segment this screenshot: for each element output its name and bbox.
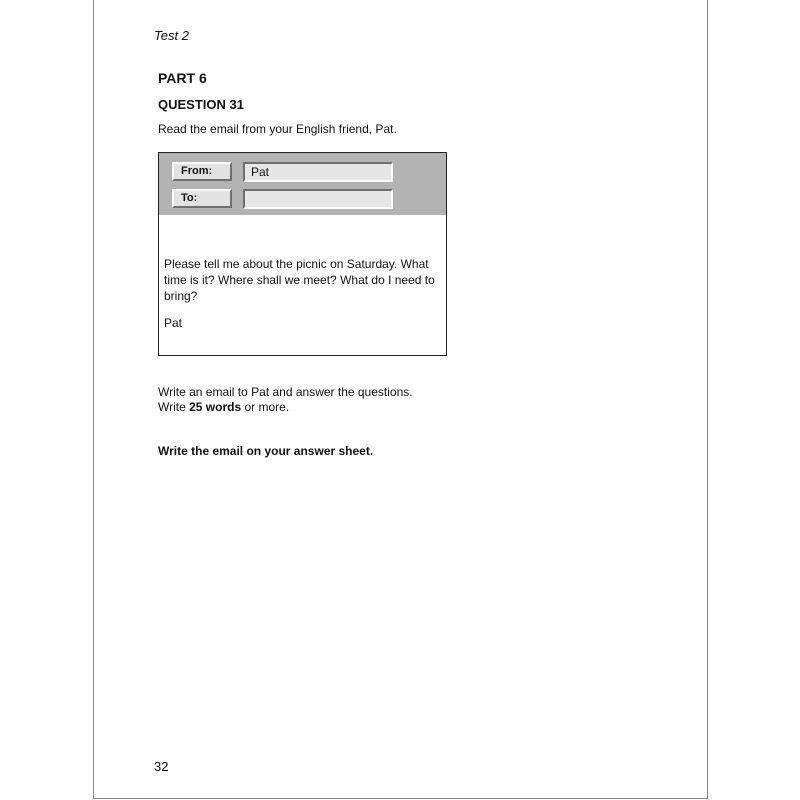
to-label: To: [172,189,232,208]
from-field: Pat [243,162,393,182]
task-instruction-1: Write an email to Pat and answer the questions. [158,385,413,399]
exam-page [93,0,708,799]
email-header [159,153,446,215]
from-label: From: [172,162,232,181]
part-title: PART 6 [158,70,207,86]
answer-sheet-instruction: Write the email on your answer sheet. [158,444,374,458]
reading-instruction: Read the email from your English friend, Pat. [158,122,397,136]
page-number: 32 [154,759,169,774]
email-body: Please tell me about the picnic on Saturday. What time is it? Where shall we meet? What do I need to bring? [164,257,435,303]
running-head: Test 2 [154,28,189,43]
task-suffix: or more. [241,400,290,414]
task-prefix: Write [158,400,190,414]
task-instruction-2 [158,400,289,414]
email-signature: Pat [164,316,183,330]
question-title: QUESTION 31 [158,97,244,112]
word-count: 25 words [189,400,242,414]
to-field [243,189,393,209]
email-window [158,152,447,356]
